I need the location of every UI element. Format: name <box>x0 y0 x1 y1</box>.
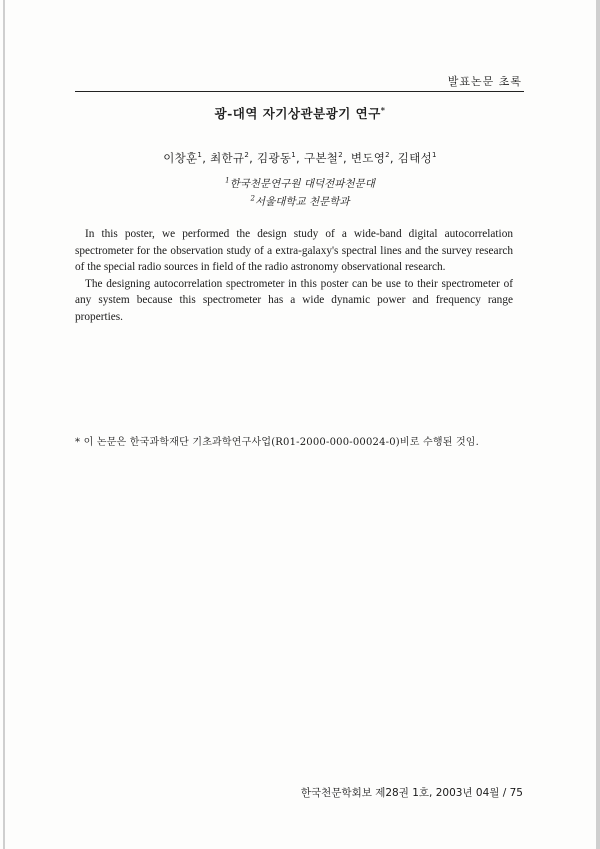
section-label: 발표논문 초록 <box>447 75 522 88</box>
affiliation-mark: 2 <box>250 194 255 203</box>
header-rule <box>75 91 524 92</box>
author-name: 김광동 <box>257 151 292 165</box>
abstract <box>75 226 513 326</box>
affiliation <box>0 194 600 209</box>
affiliation <box>0 176 600 191</box>
author-name: 구본철 <box>303 151 339 165</box>
author-affil-mark: 2 <box>385 151 390 160</box>
footnote <box>75 433 525 448</box>
abstract-paragraph: In this poster, we performed the design study of a wide-band digital autocorrelation spectrometer for the observation study of a extra-galaxy's spectral lines and the survey research of the special radio sources in field of the radio astronomy observational research. <box>75 228 513 274</box>
paper-title <box>0 104 600 122</box>
journal-footer: 한국천문학회보 제28권 1호, 2003년 04월 / 75 <box>300 787 523 799</box>
author-name: 변도영 <box>350 151 386 165</box>
author-affil-mark: 2 <box>338 151 343 160</box>
author-name: 김태성 <box>397 151 433 165</box>
author-affil-mark: 1 <box>197 151 203 160</box>
affiliation-text: 서울대학교 천문학과 <box>254 196 350 208</box>
title-footnote-mark: * <box>380 104 386 115</box>
author-name: 최한규 <box>210 151 245 165</box>
page-edge-left <box>3 0 5 849</box>
author-affil-mark: 1 <box>291 151 297 160</box>
author-list: 이창훈$^1$, 최한규$^2$, 김광동$^1$, 구본철$^2$, 변도영$^2$, 김태성$^1$ <box>163 151 437 165</box>
abstract-paragraph: The designing autocorrelation spectrometer in this poster can be use to their spectrometer of any system because this spectrometer has a wide dynamic power and frequency range properties. <box>75 277 513 323</box>
page-edge-right <box>596 0 600 849</box>
affiliation-text: 한국천문연구원 대덕전파천문대 <box>229 178 375 190</box>
affiliation-mark: 1 <box>225 176 230 185</box>
paper-title-text: 광-대역 자기상관분광기 연구 <box>214 106 381 121</box>
footnote-text: 이 논문은 한국과학재단 기초과학연구사업(R01-2000-000-00024-0)비로 수행된 것임. <box>83 437 480 448</box>
author-affil-mark: 2 <box>244 151 250 160</box>
footnote-mark: * <box>75 437 81 448</box>
author-name: 이창훈 <box>163 151 198 165</box>
author-affil-mark: 1 <box>432 151 437 160</box>
